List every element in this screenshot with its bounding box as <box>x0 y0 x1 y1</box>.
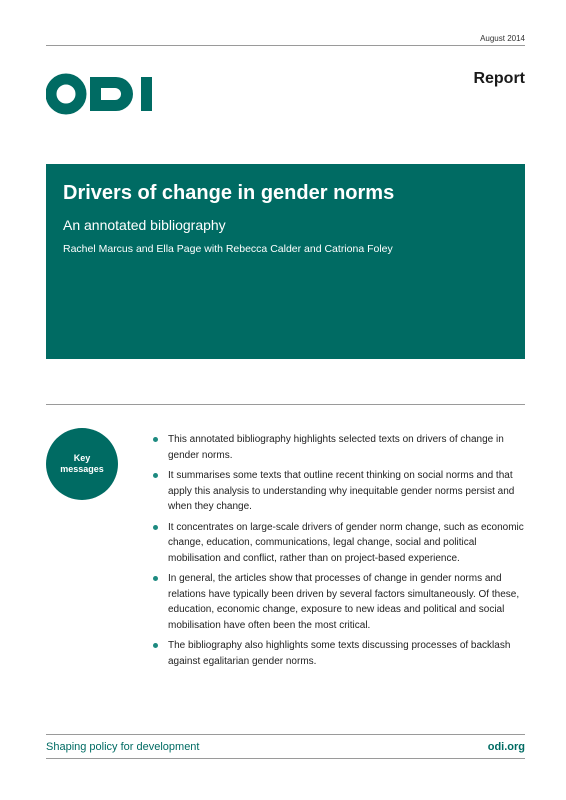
document-authors: Rachel Marcus and Ella Page with Rebecca Calder and Catriona Foley <box>63 243 393 255</box>
document-type: Report <box>473 70 525 87</box>
title-banner <box>46 164 525 359</box>
footer-top-rule <box>46 734 525 735</box>
key-message-item: It concentrates on large-scale drivers of gender norm change, such as economic change, education, communications, legal change, social and political mobilisation and conflict, rather than on project-based experience. <box>168 520 526 567</box>
footer-site-link[interactable]: odi.org <box>487 741 525 753</box>
date: August 2014 <box>480 34 525 43</box>
key-message-item: This annotated bibliography highlights selected texts on drivers of change in gender norms. <box>168 432 526 463</box>
top-rule <box>46 45 525 46</box>
footer-bottom-rule <box>46 758 525 759</box>
key-messages-badge <box>46 428 118 500</box>
badge-line-1: Key <box>73 453 91 463</box>
footer-tagline: Shaping policy for development <box>46 741 200 753</box>
key-message-item: In general, the articles show that processes of change in gender norms and relations have typically been driven by several factors simultaneously. Of these, education, economic change, exposure to new ideas and political and social mobilisation have often been the most critical. <box>168 571 526 633</box>
badge-line-2: messages <box>60 464 104 474</box>
key-message-item: The bibliography also highlights some texts discussing processes of backlash against egalitarian gender norms. <box>168 638 526 669</box>
odi-logo <box>46 72 154 116</box>
mid-rule <box>46 404 525 405</box>
document-subtitle: An annotated bibliography <box>63 217 226 233</box>
document-title: Drivers of change in gender norms <box>63 182 395 204</box>
key-messages-list <box>168 432 526 674</box>
key-message-item: It summarises some texts that outline recent thinking on social norms and that apply this analysis to understanding why inequitable gender norms persist and when they change. <box>168 468 526 515</box>
